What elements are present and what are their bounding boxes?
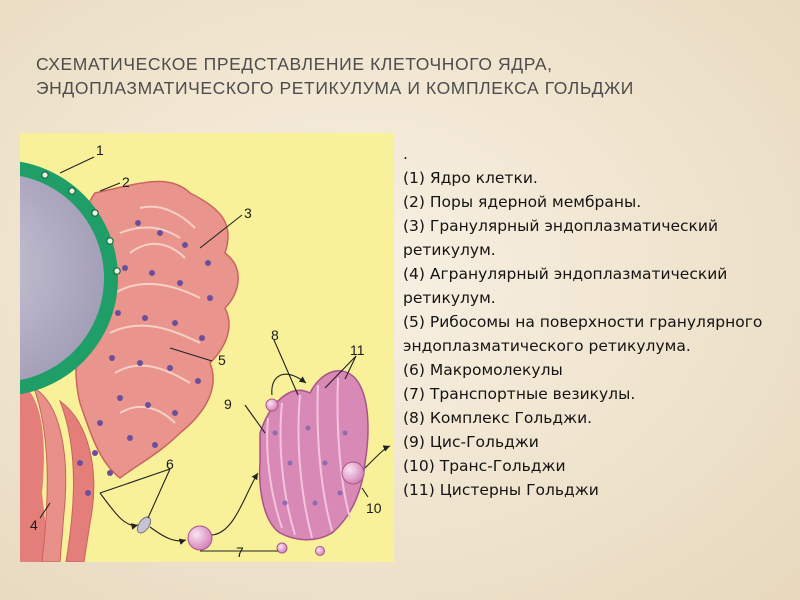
legend-item: (3) Гранулярный эндоплазматический ретикулум. (403, 217, 719, 259)
title-line-1: СХЕМАТИЧЕСКОЕ ПРЕДСТАВЛЕНИЕ КЛЕТОЧНОГО ЯДРА, (36, 54, 553, 74)
legend-item: (9) Цис-Гольджи (403, 433, 539, 451)
label-2: 2 (122, 174, 130, 190)
legend-list (403, 142, 795, 502)
label-9: 9 (224, 396, 232, 412)
legend-item: (8) Комплекс Гольджи. (403, 409, 593, 427)
label-8: 8 (271, 327, 279, 343)
legend-item: (5) Рибосомы на поверхности гранулярного эндоплазматического ретикулума. (403, 313, 763, 355)
label-10: 10 (366, 500, 382, 516)
golgi-complex (260, 371, 368, 540)
legend-item: (4) Агранулярный эндоплазматический ретикулум. (403, 265, 728, 307)
label-4: 4 (30, 517, 38, 533)
cell-diagram (20, 133, 394, 562)
slide-title (36, 52, 776, 100)
label-7: 7 (236, 544, 244, 560)
legend-item: (2) Поры ядерной мембраны. (403, 193, 642, 211)
legend-item: (10) Транс-Гольджи (403, 457, 566, 475)
legend-item: (6) Макромолекулы (403, 361, 563, 379)
legend-item: (7) Транспортные везикулы. (403, 385, 636, 403)
title-line-2: ЭНДОПЛАЗМАТИЧЕСКОГО РЕТИКУЛУМА И КОМПЛЕКСА ГОЛЬДЖИ (36, 78, 634, 98)
label-5: 5 (218, 352, 226, 368)
label-3: 3 (244, 205, 252, 221)
label-11: 11 (350, 342, 365, 358)
legend-item: . (403, 145, 408, 163)
label-1: 1 (96, 142, 104, 158)
legend-item: (1) Ядро клетки. (403, 169, 538, 187)
cell-diagram-svg (20, 133, 394, 562)
label-6: 6 (166, 456, 174, 472)
legend-item: (11) Цистерны Гольджи (403, 481, 599, 499)
